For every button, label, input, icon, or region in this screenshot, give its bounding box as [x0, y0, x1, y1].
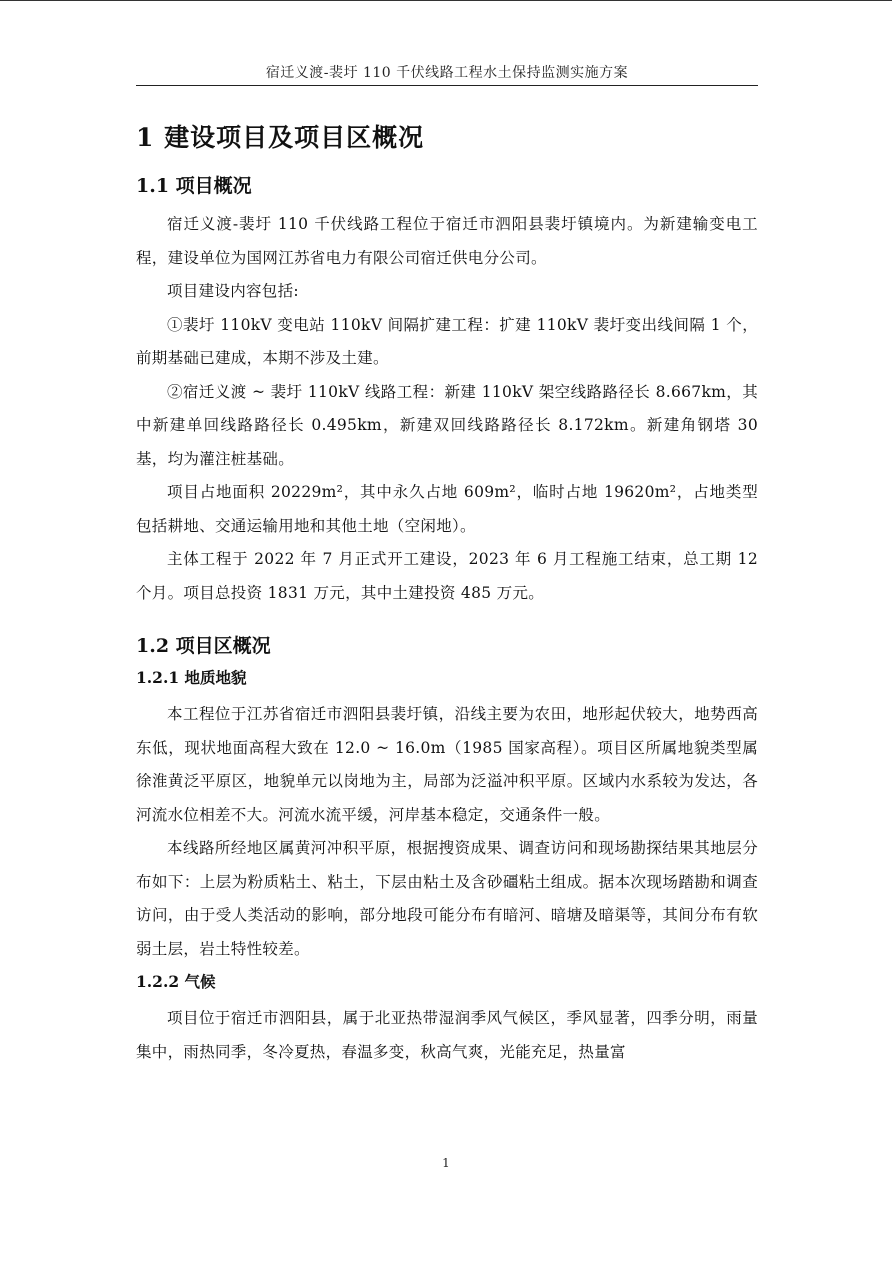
- header-rule: [136, 85, 758, 86]
- page-top-border: [0, 0, 892, 1]
- paragraph: 宿迁义渡-裴圩 110 千伏线路工程位于宿迁市泗阳县裴圩镇境内。为新建输变电工程，建设单位为国网江苏省电力有限公司宿迁供电分公司。: [136, 215, 758, 267]
- subsection-title-1-2-1: 1.2.1 地质地貌: [136, 668, 247, 687]
- paragraph: ②宿迁义渡 ~ 裴圩 110kV 线路工程：新建 110kV 架空线路路径长 8.667km，其中新建单回线路路径长 0.495km，新建双回线路路径长 8.172km。新建角钢塔 30 基，均为灌注桩基础。: [136, 382, 758, 468]
- section-title-1-2: 1.2 项目区概况: [136, 635, 271, 657]
- paragraph: 主体工程于 2022 年 7 月正式开工建设，2023 年 6 月工程施工结束，总工期 12 个月。项目总投资 1831 万元，其中土建投资 485 万元。: [136, 550, 758, 602]
- paragraph: 项目位于宿迁市泗阳县，属于北亚热带湿润季风气候区，季风显著，四季分明，雨量集中，雨热同季，冬冷夏热，春温多变，秋高气爽，光能充足，热量富: [136, 1009, 758, 1061]
- paragraph: 本线路所经地区属黄河冲积平原，根据搜资成果、调查访问和现场勘探结果其地层分布如下：上层为粉质粘土、粘土，下层由粘土及含砂礓粘土组成。据本次现场踏勘和调查访问，由于受人类活动的影响，部分地段可能分布有暗河、暗塘及暗渠等，其间分布有软弱土层，岩土特性较差。: [136, 839, 758, 958]
- subsection-title-1-2-2: 1.2.2 气候: [136, 972, 216, 991]
- paragraph: ①裴圩 110kV 变电站 110kV 间隔扩建工程：扩建 110kV 裴圩变出线间隔 1 个，前期基础已建成，本期不涉及土建。: [136, 315, 758, 367]
- paragraph: 项目占地面积 20229m²，其中永久占地 609m²，临时占地 19620m²，占地类型包括耕地、交通运输用地和其他土地（空闲地）。: [136, 483, 758, 535]
- chapter-title: 1 建设项目及项目区概况: [136, 123, 425, 152]
- page-number: 1: [442, 1156, 450, 1170]
- running-header: 宿迁义渡-裴圩 110 千伏线路工程水土保持监测实施方案: [265, 65, 629, 81]
- document-body: [136, 118, 758, 1069]
- section-title-1-1: 1.1 项目概况: [136, 175, 252, 197]
- paragraph: 项目建设内容包括:: [167, 282, 299, 300]
- paragraph: 本工程位于江苏省宿迁市泗阳县裴圩镇，沿线主要为农田，地形起伏较大，地势西高东低，现状地面高程大致在 12.0 ~ 16.0m（1985 国家高程）。项目区所属地貌类型属徐淮黄泛平原区，地貌单元以岗地为主，局部为泛溢冲积平原。区域内水系较为发达，各河流水位相差不大。河流水流平缓，河岸基本稳定，交通条件一般。: [136, 705, 758, 824]
